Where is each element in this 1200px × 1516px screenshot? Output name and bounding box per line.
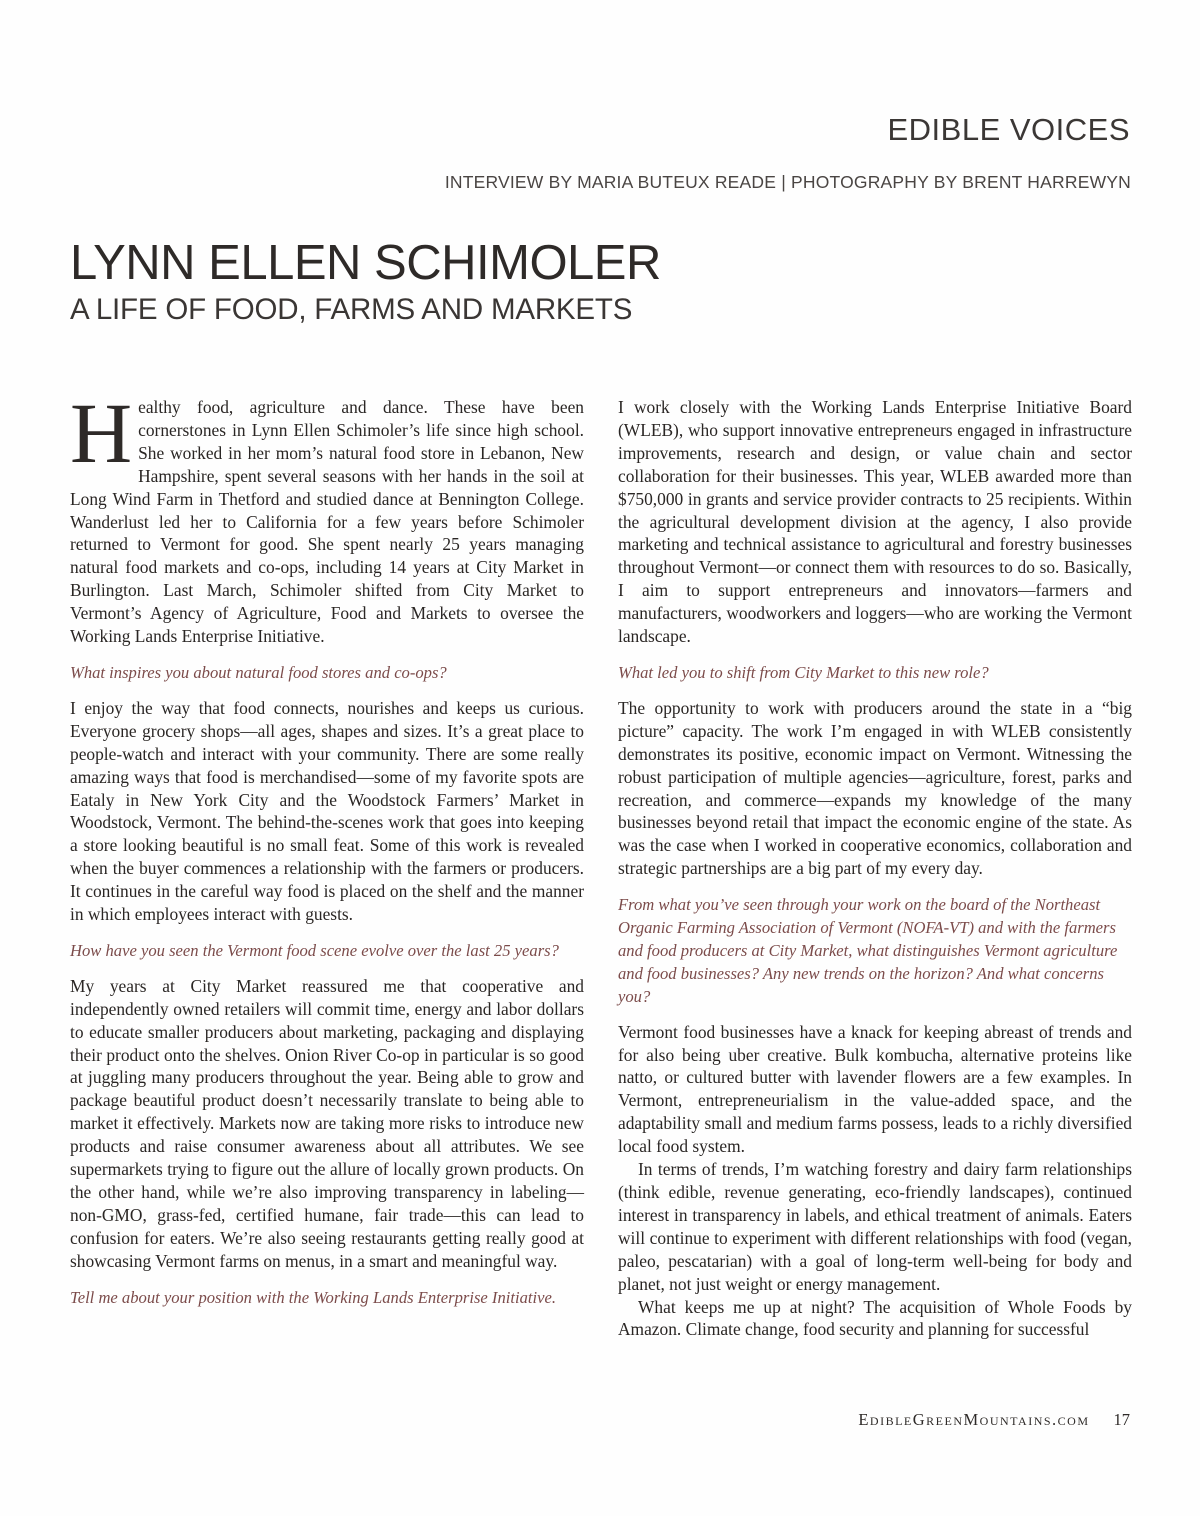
article-subtitle: A LIFE OF FOOD, FARMS AND MARKETS <box>70 293 633 326</box>
footer-site: EdibleGreenMountains.com <box>858 1410 1090 1429</box>
page-number: 17 <box>1113 1410 1130 1429</box>
answer-1: I enjoy the way that food connects, nourishes and keeps us curious. Everyone grocery shops—all ages, shapes and sizes. It’s a great place to people-watch and interact with your community. There are some really amazing ways that food is merchandised—some of my favorite spots are Eataly in New York City and the Woodstock Farmers’ Market in Woodstock, Vermont. The behind-the-scenes work that goes into keeping a store looking beautiful is no small feat. Some of this work is revealed when the buyer commences a relationship with the farmers or producers. It continues in the careful way food is placed on the shelf and the manner in which employees interact with guests. <box>70 697 584 925</box>
drop-cap: H <box>70 385 133 481</box>
answer-5-paragraph-3: What keeps me up at night? The acquisition of Whole Foods by Amazon. Climate change, food security and planning for successful <box>618 1296 1132 1340</box>
section-label: EDIBLE VOICES <box>887 112 1130 147</box>
answer-3: I work closely with the Working Lands Enterprise Initiative Board (WLEB), who support innovative entrepreneurs engaged in infrastructure improvements, research and design, or value chain and sector collaboration for their businesses. This year, WLEB awarded more than $750,000 in grants and service provider contracts to 25 recipients. Within the agricultural development division at the agency, I also provide marketing and technical assistance to agricultural and forestry businesses throughout Vermont—or connect them with resources to do so. Basically, I aim to support entrepreneurs and innovators—farmers and manufacturers, woodworkers and loggers—who are working the Vermont landscape. <box>618 397 1132 647</box>
intro-text: ealthy food, agriculture and dance. These have been cornerstones in Lynn Ellen Schimoler’s life since high school. She worked in her mom’s natural food store in Lebanon, New Hampshire, spent several seasons with her hands in the soil at Long Wind Farm in Thetford and studied dance at Bennington College. Wanderlust led her to California for a few years before Schimoler returned to Vermont for good. She spent nearly 25 years managing natural food markets and co-ops, including 14 years at City Market in Burlington. Last March, Schimoler shifted from City Market to Vermont’s Agency of Agriculture, Food and Markets to oversee the Working Lands Enterprise Initiative. <box>70 397 584 647</box>
intro-paragraph <box>70 385 584 648</box>
answer-2: My years at City Market reassured me that cooperative and independently owned retailers will commit time, energy and labor dollars to educate smaller producers about marketing, packaging and displaying their product onto the shelves. Onion River Co-op in particular is so good at juggling many producers throughout the year. Being able to grow and package beautiful product doesn’t necessarily translate to being able to market it effectively. Markets now are taking more risks to introduce new products and raise consumer awareness about all attributes. We see supermarkets trying to figure out the allure of locally grown products. On the other hand, while we’re also improving transparency in labeling—non-GMO, grass-fed, certified humane, fair trade—this can lead to confusion for eaters. We’re also seeing restaurants getting really good at showcasing Vermont farms on menus, in a smart and meaningful way. <box>70 975 584 1271</box>
question-5: From what you’ve seen through your work on the board of the Northeast Organic Farming Association of Vermont (NOFA-VT) and with the farmers and food producers at City Market, what distinguishes Vermont agriculture and food businesses? Any new trends on the horizon? And what concerns you? <box>618 895 1118 1006</box>
question-3: Tell me about your position with the Working Lands Enterprise Initiative. <box>70 1287 556 1307</box>
article-title: LYNN ELLEN SCHIMOLER <box>70 236 661 290</box>
question-2: How have you seen the Vermont food scene evolve over the last 25 years? <box>70 940 559 960</box>
question-4: What led you to shift from City Market to this new role? <box>618 662 989 682</box>
page-footer <box>858 1410 1130 1430</box>
answer-4: The opportunity to work with producers around the state in a “big picture” capacity. The work I’m engaged in with WLEB consistently demonstrates its positive, economic impact on Vermont. Witnessing the robust participation of multiple agencies—agriculture, forest, parks and recreation, and commerce—expands my knowledge of the many businesses beyond retail that impact the economic engine of the state. As was the case when I worked in cooperative economics, collaboration and strategic partnerships are a big part of my every day. <box>618 697 1132 879</box>
answer-5-paragraph-2: In terms of trends, I’m watching forestry and dairy farm relationships (think edible, revenue generating, eco-friendly landscapes), continued interest in transparency in labels, and ethical treatment of animals. Eaters will continue to experiment with different relationships with food (vegan, paleo, pescatarian) with a goal of long-term well-being for body and planet, not just weight or energy management. <box>618 1159 1132 1294</box>
question-1: What inspires you about natural food stores and co-ops? <box>70 662 447 682</box>
byline-credits: INTERVIEW BY MARIA BUTEUX READE | PHOTOGRAPHY BY BRENT HARREWYN <box>444 172 1131 192</box>
answer-5-paragraph-1: Vermont food businesses have a knack for keeping abreast of trends and for also being uber creative. Bulk kombucha, alternative proteins like natto, or cultured butter with lavender flowers are a few examples. In Vermont, entrepreneurialism in the value-added space, and the adaptability small and medium farms possess, leads to a richly diversified local food system. <box>618 1021 1132 1157</box>
right-column <box>618 396 1132 1341</box>
left-column <box>70 385 584 1322</box>
